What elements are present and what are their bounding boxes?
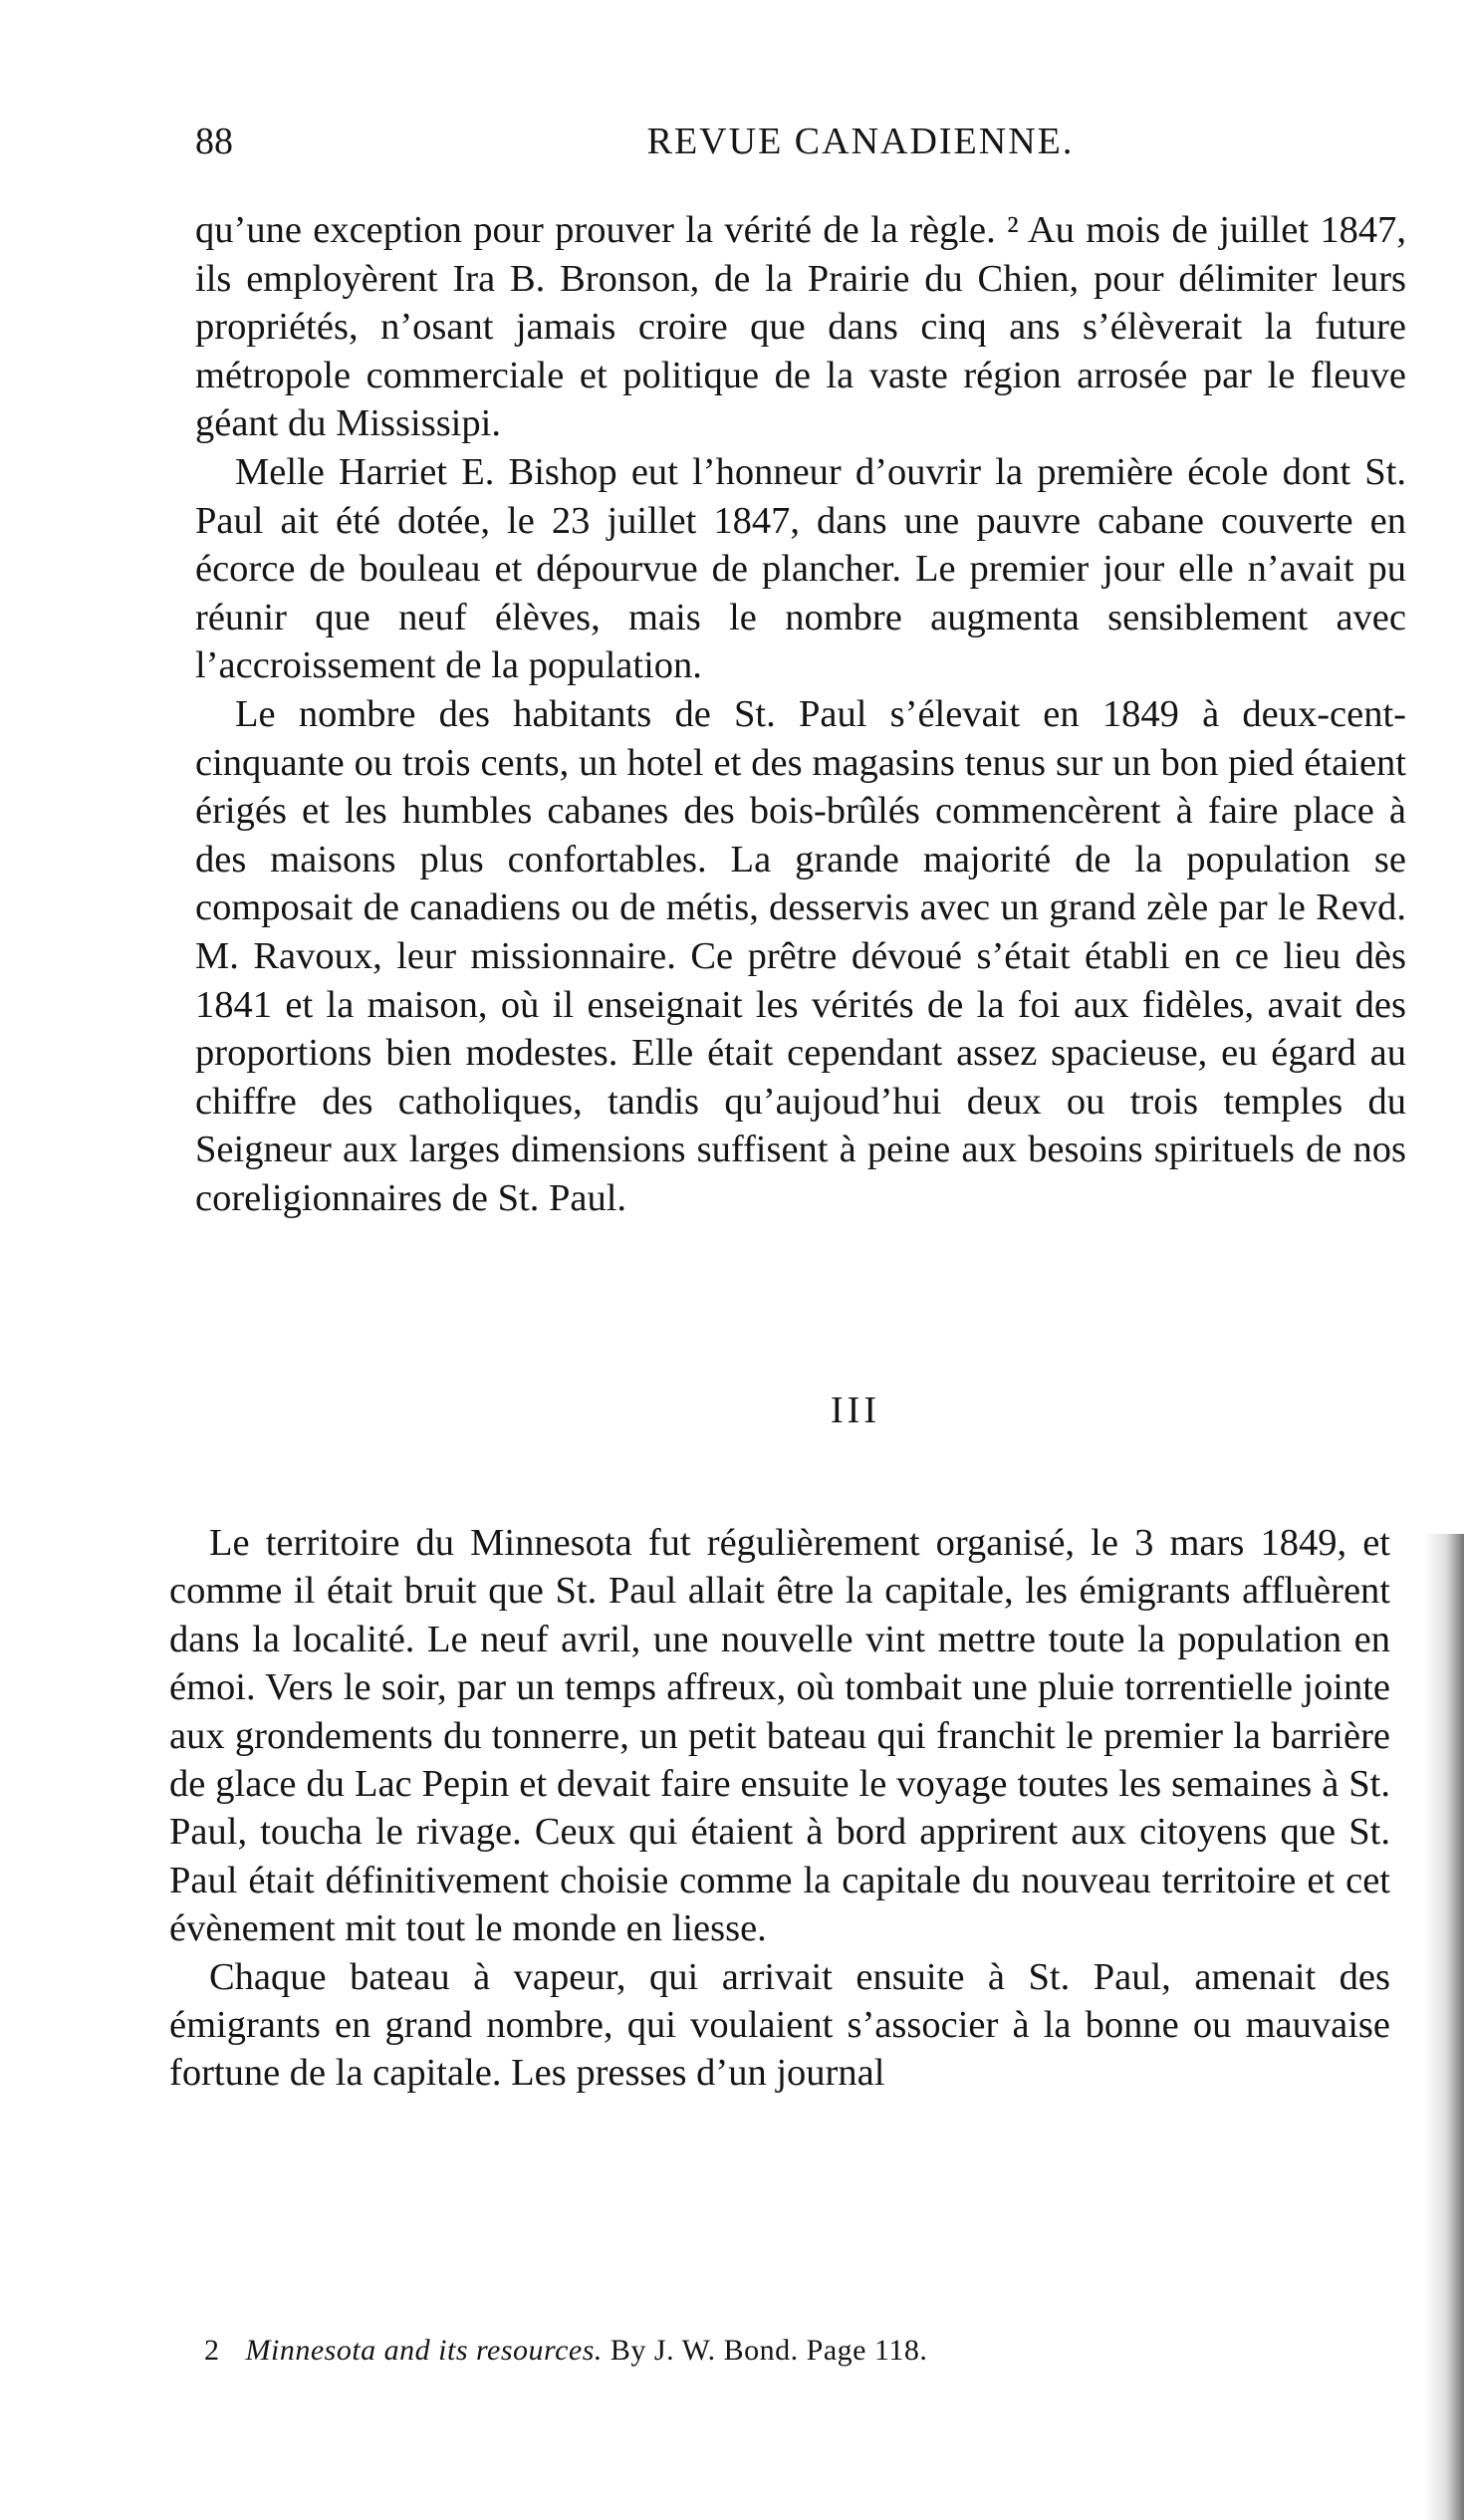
- paragraph: Chaque bateau à vapeur, qui arrivait ensuite à St. Paul, amenait des émigrants en grand nombre, qui voulaient s’associer à la bonne ou mauvaise fortune de la capitale. Les presses d’un journal: [169, 1955, 1390, 2095]
- paragraph: Le nombre des habitants de St. Paul s’élevait en 1849 à deux-cent-cinquante ou trois cents, un hotel et des magasins tenus sur un bon pied étaient érigés et les humbles cabanes des bois-brûlés commencèrent à faire place à des maisons plus confortables. La grande majorité de la population se composait de canadiens ou de métis, desservis avec un grand zèle par le Revd. M. Ravoux, leur missionnaire. Ce prêtre dévoué s’était établi en ce lieu dès 1841 et la maison, où il enseignait les vérités de la foi aux fidèles, avait des proportions bien modestes. Elle était cependant assez spacieuse, eu égard au chiffre des catholiques, tandis qu’aujoud’hui deux ou trois temples du Seigneur aux larges dimensions suffisent à peine aux besoins spirituels de nos coreligionnaires de St. Paul.: [195, 692, 1406, 1219]
- footnote-title: Minnesota and its resources.: [245, 2334, 603, 2367]
- page-edge-shadow: [1424, 1534, 1464, 2520]
- text-block-top: [195, 206, 1406, 1222]
- section-heading: III: [831, 1389, 880, 1431]
- paragraph: Le territoire du Minnesota fut régulièrement organisé, le 3 mars 1849, et comme il était bruit que St. Paul allait être la capitale, les émigrants affluèrent dans la localité. Le neuf avril, une nouvelle vint mettre toute la population en émoi. Vers le soir, par un temps affreux, où tombait une pluie torrentielle jointe aux grondements du tonnerre, un petit bateau qui franchit le premier la barrière de glace du Lac Pepin et devait faire ensuite le voyage toutes les semaines à St. Paul, toucha le rivage. Ceux qui étaient à bord apprirent aux citoyens que St. Paul était définitivement choisie comme la capitale du nouveau territoire et cet évènement mit tout le monde en liesse.: [169, 1522, 1390, 1950]
- footnote-citation: By J. W. Bond. Page 118.: [610, 2334, 928, 2367]
- paragraph: qu’une exception pour prouver la vérité de la règle. ² Au mois de juillet 1847, ils employèrent Ira B. Bronson, de la Prairie du Chien, pour délimiter leurs propriétés, n’osant jamais croire que dans cinq ans s’élèverait la future métropole commerciale et politique de la vaste région arrosée par le fleuve géant du Mississipi.: [195, 209, 1406, 445]
- page-header: [195, 112, 1406, 171]
- running-title: REVUE CANADIENNE.: [646, 121, 1075, 162]
- text-block-bottom: [169, 1519, 1390, 2098]
- footnote-marker: 2: [204, 2334, 220, 2367]
- footnote: [204, 2329, 1300, 2373]
- page-number: 88: [195, 121, 233, 162]
- paragraph: Melle Harriet E. Bishop eut l’honneur d’ouvrir la première école dont St. Paul ait été dotée, le 23 juillet 1847, dans une pauvre cabane couverte en écorce de bouleau et dépourvue de plancher. Le premier jour elle n’avait pu réunir que neuf élèves, mais le nombre augmenta sensiblement avec l’accroissement de la population.: [195, 450, 1406, 687]
